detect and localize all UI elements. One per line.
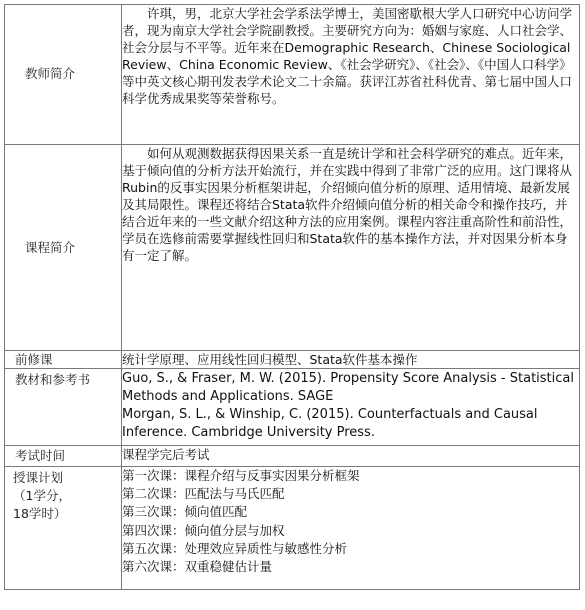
session-item: 第六次课：双重稳健估计量 [122, 559, 273, 575]
course-summary-label: 课程简介 [5, 145, 122, 351]
prerequisite-label: 前修课 [5, 351, 122, 369]
session-item: 第四次课：倾向值分层与加权 [122, 522, 285, 538]
textbooks-label: 教材和参考书 [5, 369, 122, 446]
exam-label: 考试时间 [5, 446, 122, 467]
teaching-plan-row [5, 467, 580, 590]
prerequisite-text: 统计学原理、应用线性回归模型、Stata软件基本操作 [122, 351, 580, 369]
teacher-intro-text: 许琪，男，北京大学社会学系法学博士，美国密歇根大学人口研究中心访问学者，现为南京大学社会学院副教授。主要研究方向为：婚姻与家庭、人口社会学、社会分层与不平等。近年来在Demographic Research、Chinese Sociological Review、China Economic Review、《社会学研究》、《社会》、《中国人口科学》等中英文核心期刊发表学术论文二十余篇。获评江苏省社科优青、第七届中国人口科学优秀成果奖等荣誉称号。 [122, 5, 580, 145]
teaching-plan-label [5, 467, 122, 590]
session-item: 第二次课：匹配法与马氏匹配 [122, 486, 285, 502]
textbook-item: Morgan, S. L., & Winship, C. (2015). Counterfactuals and Causal Inference. Cambridge University Press. [122, 407, 538, 440]
session-list [122, 467, 580, 590]
teaching-plan-label-line: 授课计划 [13, 470, 64, 485]
teacher-intro-row [5, 5, 580, 145]
session-item: 第三次课：倾向值匹配 [122, 504, 248, 520]
exam-text: 课程学完后考试 [122, 446, 580, 467]
session-item: 第五次课：处理效应异质性与敏感性分析 [122, 540, 348, 556]
course-info-table [4, 4, 580, 590]
session-item: 第一次课：课程介绍与反事实因果分析框架 [122, 468, 360, 483]
exam-row [5, 446, 580, 467]
course-summary-text: 如何从观测数据获得因果关系一直是统计学和社会科学研究的难点。近年来，基于倾向值的分析方法开始流行，并在实践中得到了非常广泛的应用。这门课将从Rubin的反事实因果分析框架讲起，介绍倾向值分析的原理、适用情境、最新发展及其局限性。课程还将结合Stata软件介绍倾向值分析的相关命令和操作技巧，并结合近年来的一些文献介绍这种方法的应用案例。课程内容注重高阶性和前沿性，学员在选修前需要掌握线性回归和Stata软件的基本操作方法，并对因果分析本身有一定了解。 [122, 145, 580, 351]
prerequisite-row [5, 351, 580, 369]
course-summary-row [5, 145, 580, 351]
textbooks-row [5, 369, 580, 446]
textbooks-list [122, 369, 580, 446]
teacher-intro-label: 教师简介 [5, 5, 122, 145]
teaching-plan-label-line: 18学时） [13, 506, 67, 521]
teaching-plan-label-line: （1学分， [13, 488, 71, 503]
textbook-item: Guo, S., & Fraser, M. W. (2015). Propensity Score Analysis - Statistical Methods and Applications. SAGE [122, 371, 574, 404]
